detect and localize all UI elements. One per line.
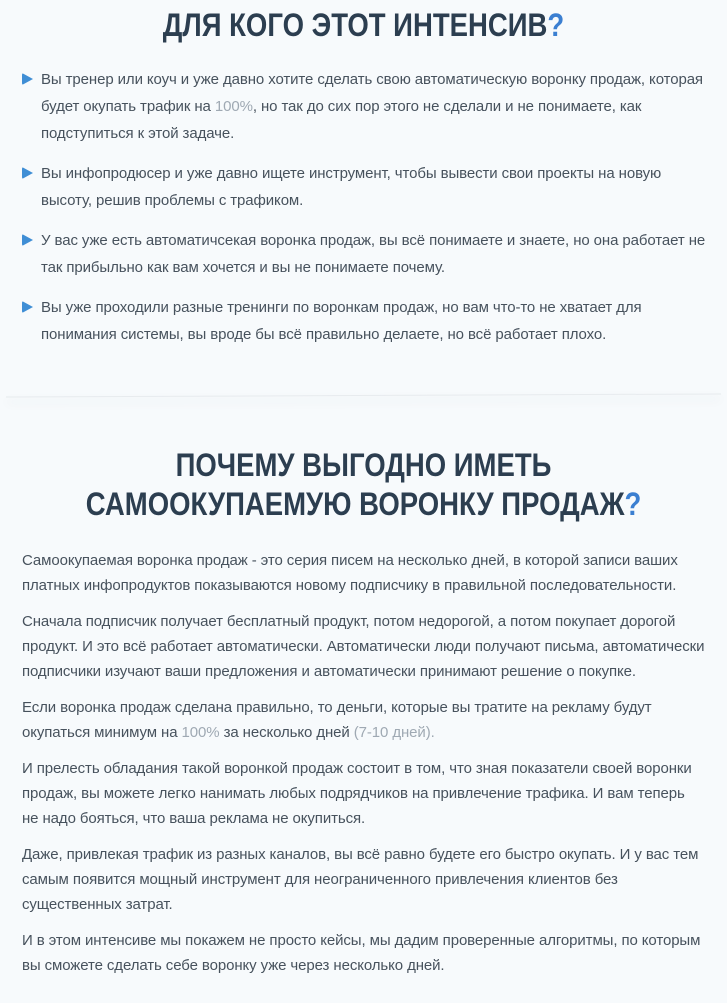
section-benefits (0, 396, 727, 1003)
heading-line (68, 446, 659, 485)
text-run: Даже, привлекая трафик из разных каналов, вы всё равно будете его быстро окупать. И у вас тем самым появится мощный инструмент для неограниченного привлечения клиентов без существенных затрат. (22, 846, 699, 913)
list-item (22, 227, 707, 281)
text-run: Вы инфопродюсер и уже давно ищете инструмент, чтобы вывести свои проекты на новую высоту, решив проблемы с трафиком. (41, 165, 662, 209)
accent-text: ? (624, 486, 642, 522)
text-run: Вы уже проходили разные тренинги по воронкам продаж, но вам что-то не хватает для понимания системы, вы вроде бы всё правильно делаете, но всё работает плохо. (41, 299, 642, 343)
text-run: ДЛЯ КОГО ЭТОТ ИНТЕНСИВ (162, 7, 548, 43)
paragraph (22, 695, 705, 745)
text-run: Вы тренер или коуч и уже давно хотите сделать свою автоматическую воронку продаж, которая будет окупать трафик на (41, 71, 703, 115)
text-run: САМООКУПАЕМУЮ ВОРОНКУ ПРОДАЖ (85, 486, 625, 522)
play-triangle-icon (22, 301, 33, 313)
list-item (22, 294, 707, 348)
paragraph (22, 609, 705, 684)
paragraph (22, 842, 705, 917)
play-triangle-icon (22, 234, 33, 246)
muted-text: (7-10 дней). (353, 724, 435, 741)
list-item (22, 160, 707, 214)
paragraph (22, 756, 705, 831)
text-run: , но так до сих пор этого не сделали и не понимаете, как подступиться к этой задаче. (41, 98, 642, 142)
text-run: У вас уже есть автоматичсекая воронка продаж, вы всё понимаете и знаете, но она работает не так прибыльно как вам хочется и вы не понимаете почему. (41, 232, 706, 276)
benefits-paragraphs (20, 548, 707, 978)
text-run: И прелесть обладания такой воронкой продаж состоит в том, что зная показатели своей воронки продаж, вы можете легко нанимать любых подрядчиков на привлечение трафика. И вам теперь не надо бояться, что ваша реклама не окупиться. (22, 760, 692, 827)
text-run: Самоокупаемая воронка продаж - это серия писем на несколько дней, в которой записи ваших платных инфопродуктов показываются новому подписчику в правильной последовательности. (22, 552, 678, 594)
paragraph (22, 928, 705, 978)
heading-line (68, 485, 659, 524)
list-item (22, 66, 707, 147)
benefits-heading (68, 446, 659, 524)
paragraph (22, 548, 705, 598)
play-triangle-icon (22, 167, 33, 179)
text-run: Сначала подписчик получает бесплатный продукт, потом недорогой, а потом покупает дорогой продукт. И это всё работает автоматически. Автоматически люди получают письма, автоматически подписчики изучают ваши предложения и автоматически принимают решение о покупке. (22, 613, 705, 680)
muted-text: 100% (181, 724, 220, 741)
intensive-audience-list (22, 66, 707, 348)
text-run: ПОЧЕМУ ВЫГОДНО ИМЕТЬ (175, 447, 552, 483)
muted-text: 100% (214, 98, 253, 115)
text-run: И в этом интенсиве мы покажем не просто кейсы, мы дадим проверенные алгоритмы, по которым вы сможете сделать себе воронку уже через несколько дней. (22, 932, 701, 974)
accent-text: ? (547, 7, 565, 43)
section-intensive-audience (0, 0, 727, 395)
intensive-audience-heading (68, 6, 659, 44)
text-run: за несколько дней (219, 724, 354, 741)
play-triangle-icon (22, 73, 33, 85)
text-run: Если воронка продаж сделана правильно, то деньги, которые вы тратите на рекламу будут окупаться минимум на (22, 699, 652, 741)
